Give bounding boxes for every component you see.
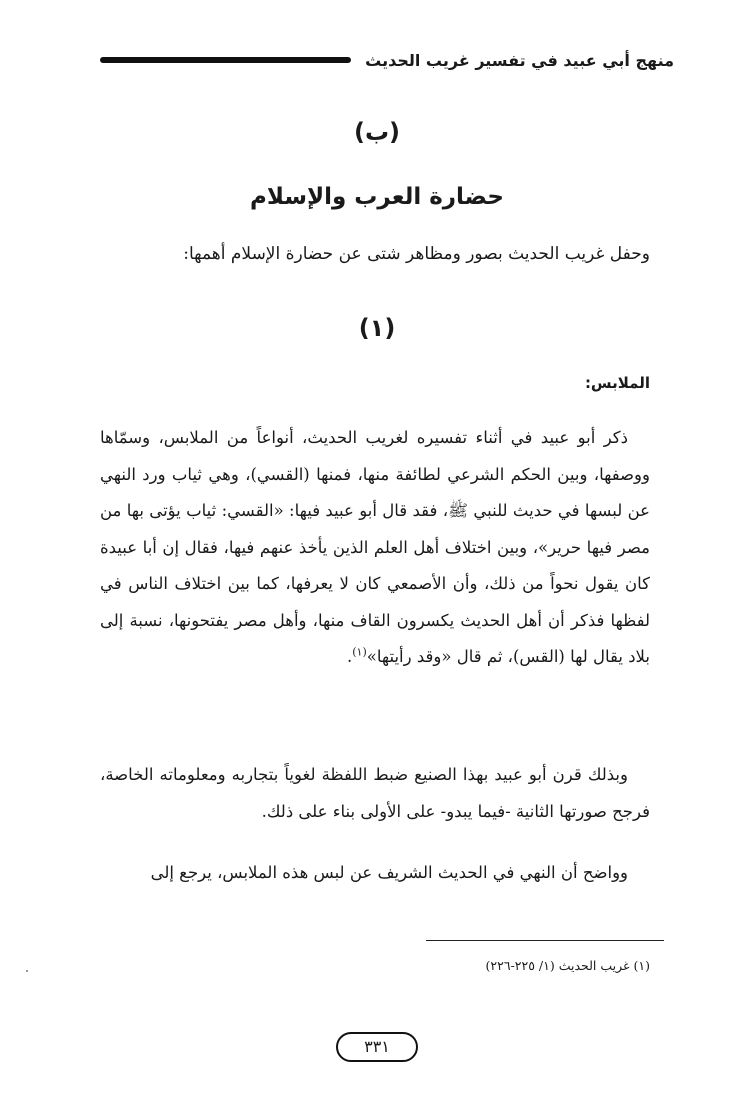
paragraph-2-text: وبذلك قرن أبو عبيد بهذا الصنيع ضبط اللفظة لغوياً بتجاربه ومعلوماته الخاصة، فرجح صورتها الثانية -فيما يبدو- على الأولى بناء على ذلك. bbox=[100, 765, 650, 821]
paragraph-1 bbox=[100, 420, 650, 676]
paragraph-3 bbox=[100, 855, 650, 892]
footnote-rule bbox=[426, 940, 664, 941]
paragraph-1-text: ذكر أبو عبيد في أثناء تفسيره لغريب الحديث، أنواعاً من الملابس، وسمّاها ووصفها، وبين الحكم الشرعي لطائفة منها، فمنها (القسي)، وهي ثياب ورد النهي عن لبسها في حديث للنبي ﷺ، فقد قال أبو عبيد فيها: «القسي: ثياب يؤتى بها من مصر فيها حرير»، وبين اختلاف أهل العلم الذين يأخذ عنهم فيها، فقال إن أبا عبيدة كان يقول نحواً من ذلك، وأن الأصمعي كان لا يعرفها، كما بين اختلاف الناس في لفظها فذكر أن أهل الحديث يكسرون القاف منها، وأهل مصر يفتحونها، نسبة إلى بلاد يقال لها (القس)، ثم قال «وقد رأيتها» bbox=[100, 428, 650, 666]
section-mark-b: (ب) bbox=[353, 118, 401, 146]
footnote-reference: (١) bbox=[352, 645, 367, 659]
subheading-clothing: الملابس: bbox=[584, 374, 650, 392]
footnote: (١) غريب الحديث (١/ ٢٢٥-٢٢٦) bbox=[485, 958, 650, 973]
running-title: منهج أبي عبيد في تفسير غريب الحديث bbox=[365, 50, 674, 70]
chapter-title: حضارة العرب والإسلام bbox=[250, 184, 504, 210]
scan-speck bbox=[26, 970, 28, 972]
intro-sentence: وحفل غريب الحديث بصور ومظاهر شتى عن حضارة الإسلام أهمها: bbox=[183, 244, 650, 264]
header-rule bbox=[100, 57, 351, 63]
running-header bbox=[100, 40, 674, 80]
paragraph-2 bbox=[100, 757, 650, 830]
page-number: ٣٣١ bbox=[336, 1032, 418, 1062]
paragraph-1-end: . bbox=[346, 647, 353, 666]
paragraph-3-text: وواضح أن النهي في الحديث الشريف عن لبس هذه الملابس، يرجع إلى bbox=[150, 863, 628, 882]
section-mark-1: (١) bbox=[358, 314, 396, 342]
